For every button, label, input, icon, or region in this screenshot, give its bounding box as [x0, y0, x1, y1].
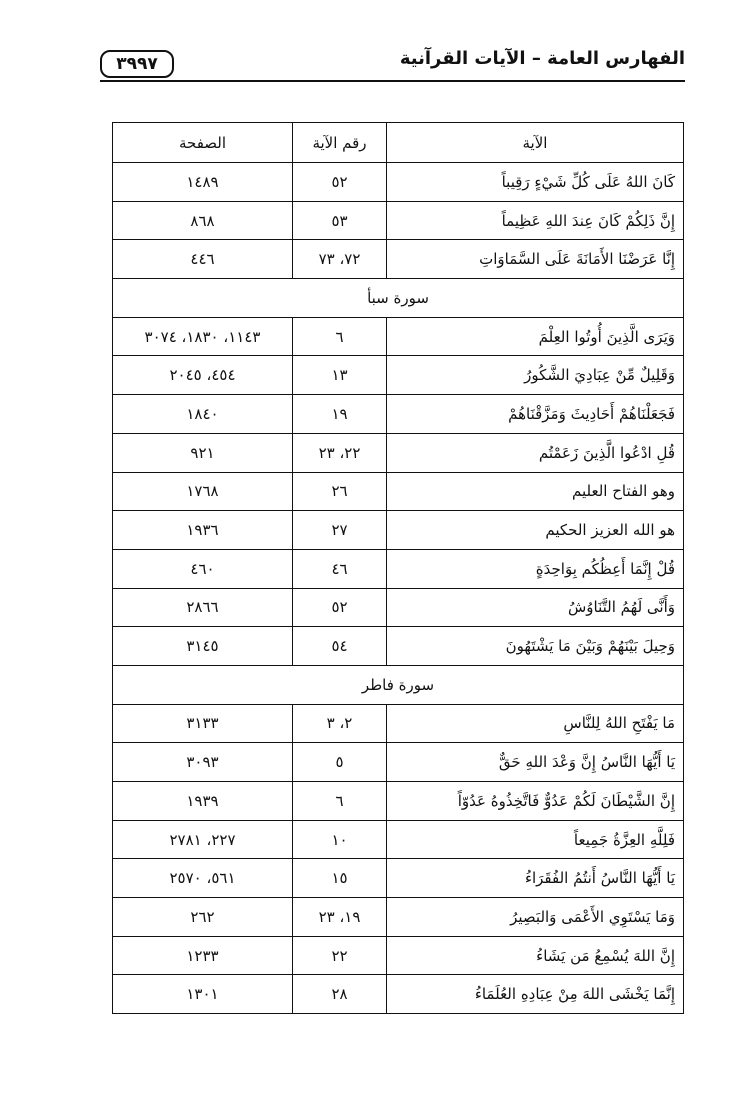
verse-number-cell: ٤٦ [293, 549, 387, 588]
verse-number-cell: ١٩ [293, 395, 387, 434]
table-row [113, 704, 684, 743]
page-cell: ٩٢١ [113, 433, 293, 472]
verse-number-cell: ٢٦ [293, 472, 387, 511]
page-cell: ١٤٨٩ [113, 163, 293, 202]
verse-cell: يَا أَيُّهَا النَّاسُ أَنتُمُ الفُقَرَاءُ [387, 859, 684, 898]
table-row [113, 820, 684, 859]
table-row [113, 782, 684, 821]
page-cell: ٤٤٦ [113, 240, 293, 279]
page-number: ٣٩٩٧ [100, 50, 174, 78]
verse-number-cell: ١٩، ٢٣ [293, 898, 387, 937]
verse-number-cell: ١٣ [293, 356, 387, 395]
verse-cell: مَا يَفْتَحِ اللهُ لِلنَّاسِ [387, 704, 684, 743]
verse-cell: إِنَّ اللهَ يُسْمِعُ مَن يَشَاءُ [387, 936, 684, 975]
verse-number-cell: ٥٣ [293, 201, 387, 240]
table-row [113, 201, 684, 240]
column-header-number: رقم الآية [293, 123, 387, 163]
verse-number-cell: ٢٢، ٢٣ [293, 433, 387, 472]
verse-cell: إِنَّمَا يَخْشَى اللهَ مِنْ عِبَادِهِ العُلَمَاءُ [387, 975, 684, 1014]
page-cell: ٣١٤٥ [113, 627, 293, 666]
page-cell: ٢٦٢ [113, 898, 293, 937]
table-row [113, 743, 684, 782]
table-row [113, 549, 684, 588]
page-cell: ١٢٣٣ [113, 936, 293, 975]
verse-number-cell: ٦ [293, 317, 387, 356]
verse-number-cell: ٥ [293, 743, 387, 782]
verse-index-table [112, 122, 684, 1014]
page-cell: ٤٥٤، ٢٠٤٥ [113, 356, 293, 395]
page-cell: ٣١٣٣ [113, 704, 293, 743]
page-title: الفهارس العامة – الآيات القرآنية [399, 48, 685, 69]
verse-cell: فَلِلَّهِ العِزَّةُ جَمِيعاً [387, 820, 684, 859]
verse-number-cell: ٥٢ [293, 588, 387, 627]
table-row [113, 898, 684, 937]
verse-cell: وَأَنَّى لَهُمُ التَّنَاوُشُ [387, 588, 684, 627]
table-row [113, 936, 684, 975]
verse-cell: كَانَ اللهُ عَلَى كُلِّ شَيْءٍ رَقِيباً [387, 163, 684, 202]
table-row [113, 395, 684, 434]
verse-cell: قُلْ إِنَّمَا أَعِظُكُم بِوَاحِدَةٍ [387, 549, 684, 588]
surah-title: سورة سبأ [113, 279, 684, 318]
page-cell: ١٧٦٨ [113, 472, 293, 511]
table-header-row [113, 123, 684, 163]
verse-cell: إِنَّ الشَّيْطَانَ لَكُمْ عَدُوٌّ فَاتَّخِذُوهُ عَدُوّاً [387, 782, 684, 821]
page-cell: ٢٢٧، ٢٧٨١ [113, 820, 293, 859]
verse-cell: هو الله العزيز الحكيم [387, 511, 684, 550]
verse-cell: وَيَرَى الَّذِينَ أُوتُوا العِلْمَ [387, 317, 684, 356]
page-cell: ١٩٣٩ [113, 782, 293, 821]
verse-number-cell: ١٥ [293, 859, 387, 898]
table-body [113, 163, 684, 1014]
page-cell: ٥٦١، ٢٥٧٠ [113, 859, 293, 898]
table-row [113, 627, 684, 666]
verse-cell: إِنَّ ذَلِكُمْ كَانَ عِندَ اللهِ عَظِيماً [387, 201, 684, 240]
page-header [100, 42, 685, 82]
table-row [113, 472, 684, 511]
verse-number-cell: ٥٢ [293, 163, 387, 202]
page-cell: ١١٤٣، ١٨٣٠، ٣٠٧٤ [113, 317, 293, 356]
table-row [113, 588, 684, 627]
table-row [113, 433, 684, 472]
table-row [113, 163, 684, 202]
page-cell: ٢٨٦٦ [113, 588, 293, 627]
verse-number-cell: ٢٨ [293, 975, 387, 1014]
header-rule [100, 80, 685, 82]
page-cell: ٣٠٩٣ [113, 743, 293, 782]
page-cell: ١٩٣٦ [113, 511, 293, 550]
column-header-page: الصفحة [113, 123, 293, 163]
table-row [113, 511, 684, 550]
page-cell: ١٨٤٠ [113, 395, 293, 434]
page-cell: ٤٦٠ [113, 549, 293, 588]
table-row [113, 975, 684, 1014]
surah-heading-row [113, 279, 684, 318]
column-header-verse: الآية [387, 123, 684, 163]
page-cell: ٨٦٨ [113, 201, 293, 240]
verse-cell: وَمَا يَسْتَوِي الأَعْمَى وَالبَصِيرُ [387, 898, 684, 937]
table-row [113, 859, 684, 898]
table-row [113, 356, 684, 395]
surah-heading-row [113, 665, 684, 704]
verse-cell: فَجَعَلْنَاهُمْ أَحَادِيثَ وَمَزَّقْنَاهُمْ [387, 395, 684, 434]
page-cell: ١٣٠١ [113, 975, 293, 1014]
verse-number-cell: ٧٢، ٧٣ [293, 240, 387, 279]
verse-cell: وَقَلِيلٌ مِّنْ عِبَادِيَ الشَّكُورُ [387, 356, 684, 395]
verse-number-cell: ٢٢ [293, 936, 387, 975]
verse-number-cell: ١٠ [293, 820, 387, 859]
verse-cell: وَحِيلَ بَيْنَهُمْ وَبَيْنَ مَا يَشْتَهُونَ [387, 627, 684, 666]
surah-title: سورة فاطر [113, 665, 684, 704]
verse-cell: إِنَّا عَرَضْنَا الأَمَانَةَ عَلَى السَّمَاوَاتِ [387, 240, 684, 279]
verse-cell: قُلِ ادْعُوا الَّذِينَ زَعَمْتُم [387, 433, 684, 472]
verse-number-cell: ٥٤ [293, 627, 387, 666]
table-row [113, 317, 684, 356]
verse-number-cell: ٢، ٣ [293, 704, 387, 743]
verse-number-cell: ٦ [293, 782, 387, 821]
verse-cell: يَا أَيُّهَا النَّاسُ إِنَّ وَعْدَ اللهِ حَقٌّ [387, 743, 684, 782]
verse-number-cell: ٢٧ [293, 511, 387, 550]
table-row [113, 240, 684, 279]
verse-cell: وهو الفتاح العليم [387, 472, 684, 511]
